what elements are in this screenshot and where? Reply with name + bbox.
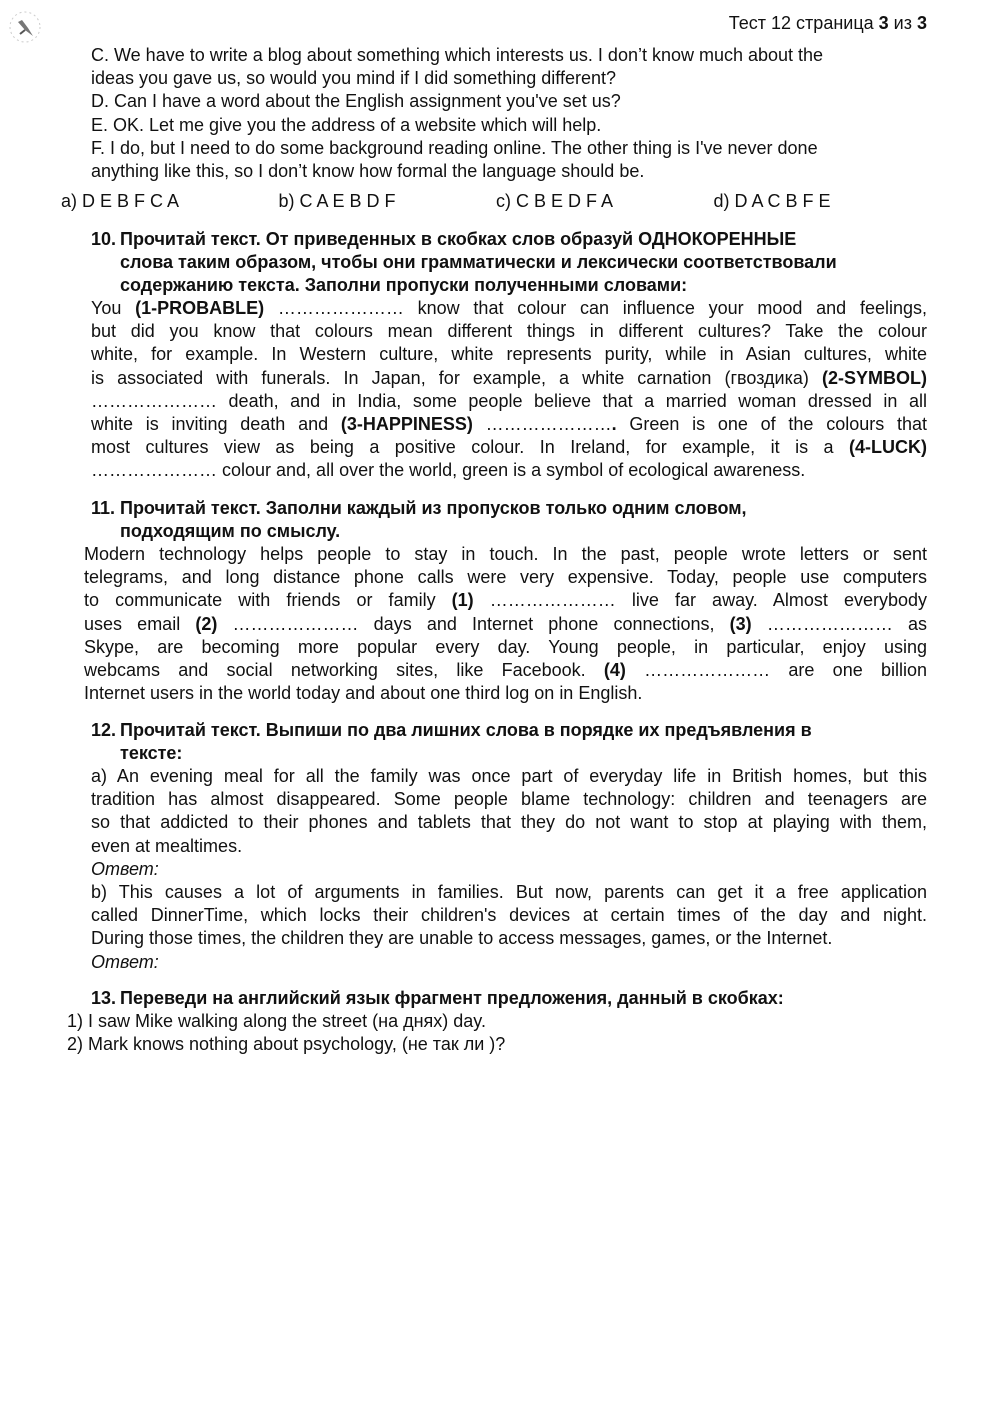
question-13-heading	[91, 987, 927, 1010]
text-segment: During those times, the children they are unable to access messages, games, or the Internet.	[91, 928, 833, 949]
text-segment: tradition has almost disappeared. Some people blame technology: children and teenagers are	[91, 789, 927, 810]
text-segment: ………………… live far away. Almost everybody	[473, 590, 927, 611]
header-prefix: Тест 12 страница	[728, 13, 879, 33]
page-number: 3	[878, 13, 889, 33]
option-d: d) D A C B F E	[713, 191, 831, 211]
text-segment: тексте:	[120, 743, 183, 764]
text-segment: You	[91, 298, 136, 318]
text-line	[91, 343, 927, 366]
text-segment: C. We have to write a blog about something which interests us. I don’t know much about the	[91, 45, 824, 65]
text-line	[91, 520, 927, 543]
text-line	[91, 297, 927, 320]
dialogue-block	[91, 44, 927, 183]
text-segment: ideas you gave us, so would you mind if I did something different?	[91, 68, 616, 89]
text-segment: white, for example. In Western culture, white represents purity, while in Asian cultures, white	[91, 344, 927, 365]
question-number: 12.	[91, 720, 117, 740]
text-line	[91, 436, 927, 459]
text-segment: (2-SYMBOL)	[822, 367, 927, 388]
text-segment: 1) I saw Mike walking along the street (на днях) day.	[67, 1011, 486, 1031]
text-segment: E. OK. Let me give you the address of a website which will help.	[91, 114, 602, 135]
text-segment: слова таким образом, чтобы они грамматически и лексически соответствовали	[120, 252, 837, 273]
text-segment: ………………… days and Internet phone connections,	[217, 613, 730, 634]
option-c: c) C B E D F A	[496, 191, 614, 211]
text-line	[91, 497, 927, 520]
text-segment: Переведи на английский язык фрагмент предложения, данный в скобках:	[120, 988, 784, 1008]
answer-options	[61, 191, 931, 212]
text-line	[91, 390, 927, 413]
text-segment: Ответ:	[91, 858, 159, 879]
text-segment: Green is one of the colours that	[616, 413, 927, 434]
text-line	[91, 413, 927, 436]
text-segment: (3-HAPPINESS)	[340, 413, 473, 434]
text-segment: Skype, are becoming more popular every day. Young people, in particular, enjoy using	[84, 636, 927, 657]
text-line	[84, 682, 927, 705]
text-line	[84, 566, 927, 589]
page-total: 3	[916, 13, 927, 33]
text-line	[67, 1033, 927, 1056]
text-line	[84, 659, 927, 682]
text-segment: Прочитай текст. Выпиши по два лишних слова в порядке их предъявления в	[120, 720, 812, 740]
text-line	[84, 636, 927, 659]
text-line	[67, 1010, 927, 1033]
text-line	[91, 951, 927, 974]
text-line	[91, 811, 927, 834]
text-segment: F. I do, but I need to do some background reading online. The other thing is I've never done	[91, 137, 818, 158]
text-line	[91, 788, 927, 811]
text-line	[91, 765, 927, 788]
text-line	[91, 67, 927, 90]
text-line	[91, 719, 927, 742]
option-a: a) D E B F C A	[61, 191, 180, 211]
text-segment: (4-LUCK)	[849, 437, 927, 458]
text-segment: ………………… colour and, all over the world, green is a symbol of ecological awareness.	[91, 460, 806, 481]
question-11-text	[84, 543, 927, 705]
text-segment: webcams and social networking sites, like Facebook.	[84, 659, 604, 680]
text-line	[91, 742, 927, 765]
text-segment: ………………… as	[751, 613, 927, 634]
text-segment: (4)	[603, 659, 626, 680]
text-segment: called DinnerTime, which locks their children's devices at certain times of the day and night.	[91, 905, 927, 926]
text-segment: even at mealtimes.	[91, 835, 243, 856]
text-segment: a) An evening meal for all the family was once part of everyday life in British homes, but this	[91, 766, 927, 786]
text-segment: содержанию текста. Заполни пропуски полученными словами:	[120, 275, 688, 296]
text-segment: Internet users in the world today and about one third log on in English.	[84, 683, 643, 704]
text-line	[91, 858, 927, 881]
text-line	[91, 228, 927, 251]
question-13-items	[67, 1010, 927, 1056]
question-number: 13.	[91, 988, 117, 1008]
text-line	[84, 543, 927, 566]
text-segment: …………………	[472, 413, 612, 434]
text-line	[91, 160, 927, 183]
text-segment: Прочитай текст. Заполни каждый из пропусков только одним словом,	[120, 498, 747, 518]
page-header	[729, 13, 927, 34]
text-segment: 2) Mark knows nothing about psychology, (не так ли )?	[67, 1034, 506, 1055]
text-segment: Ответ:	[91, 951, 159, 972]
text-segment: but did you know that colours mean different things in different cultures? Take the colour	[91, 321, 927, 342]
text-line	[91, 251, 927, 274]
text-line	[91, 44, 927, 67]
question-11-heading	[91, 497, 927, 543]
text-segment: (1-PROBABLE)	[135, 298, 265, 318]
text-segment: most cultures view as being a positive colour. In Ireland, for example, it is a	[91, 437, 849, 458]
text-segment: ………………… death, and in India, some people believe that a married woman dressed in all	[91, 390, 927, 411]
bird-logo-icon	[8, 10, 42, 44]
text-line	[91, 114, 927, 137]
text-segment: anything like this, so I don’t know how formal the language should be.	[91, 160, 645, 181]
text-line	[91, 137, 927, 160]
question-number: 10.	[91, 229, 117, 249]
question-12-heading	[91, 719, 927, 765]
text-segment: Modern technology helps people to stay in touch. In the past, people wrote letters or sent	[84, 544, 927, 564]
text-line	[91, 904, 927, 927]
text-segment: to communicate with friends or family	[84, 590, 452, 611]
text-segment: uses email	[84, 613, 196, 634]
text-segment: (1)	[451, 590, 474, 611]
text-segment: D. Can I have a word about the English assignment you've set us?	[91, 91, 621, 112]
text-line	[91, 367, 927, 390]
text-line	[91, 927, 927, 950]
text-segment: .	[611, 413, 617, 434]
text-line	[91, 90, 927, 113]
text-segment: ………………… know that colour can influence your mood and feelings,	[264, 298, 927, 318]
option-b: b) C A E B D F	[278, 191, 396, 211]
text-segment: (2)	[195, 613, 218, 634]
text-segment: (3)	[729, 613, 752, 634]
text-segment: is associated with funerals. In Japan, for example, a white carnation (гвоздика)	[91, 367, 822, 388]
text-line	[84, 589, 927, 612]
text-line	[91, 835, 927, 858]
text-segment: white is inviting death and	[91, 413, 341, 434]
text-line	[91, 274, 927, 297]
text-segment: telegrams, and long distance phone calls were very expensive. Today, people use computers	[84, 567, 927, 588]
question-number: 11.	[91, 498, 116, 518]
text-line	[91, 881, 927, 904]
text-segment: b) This causes a lot of arguments in families. But now, parents can get it a free application	[91, 881, 927, 902]
text-segment: so that addicted to their phones and tablets that they do not want to stop at playing with them,	[91, 812, 927, 833]
text-line	[91, 459, 927, 482]
text-segment: Прочитай текст. От приведенных в скобках слов образуй ОДНОКОРЕННЫЕ	[120, 229, 797, 249]
text-segment: подходящим по смыслу.	[120, 521, 341, 542]
text-line	[91, 320, 927, 343]
question-12-text	[91, 765, 927, 974]
text-segment: ………………… are one billion	[625, 659, 927, 680]
question-10-heading	[91, 228, 927, 298]
text-line	[84, 613, 927, 636]
text-line	[91, 987, 927, 1010]
question-10-text	[91, 297, 927, 483]
header-sep: из	[888, 13, 917, 33]
